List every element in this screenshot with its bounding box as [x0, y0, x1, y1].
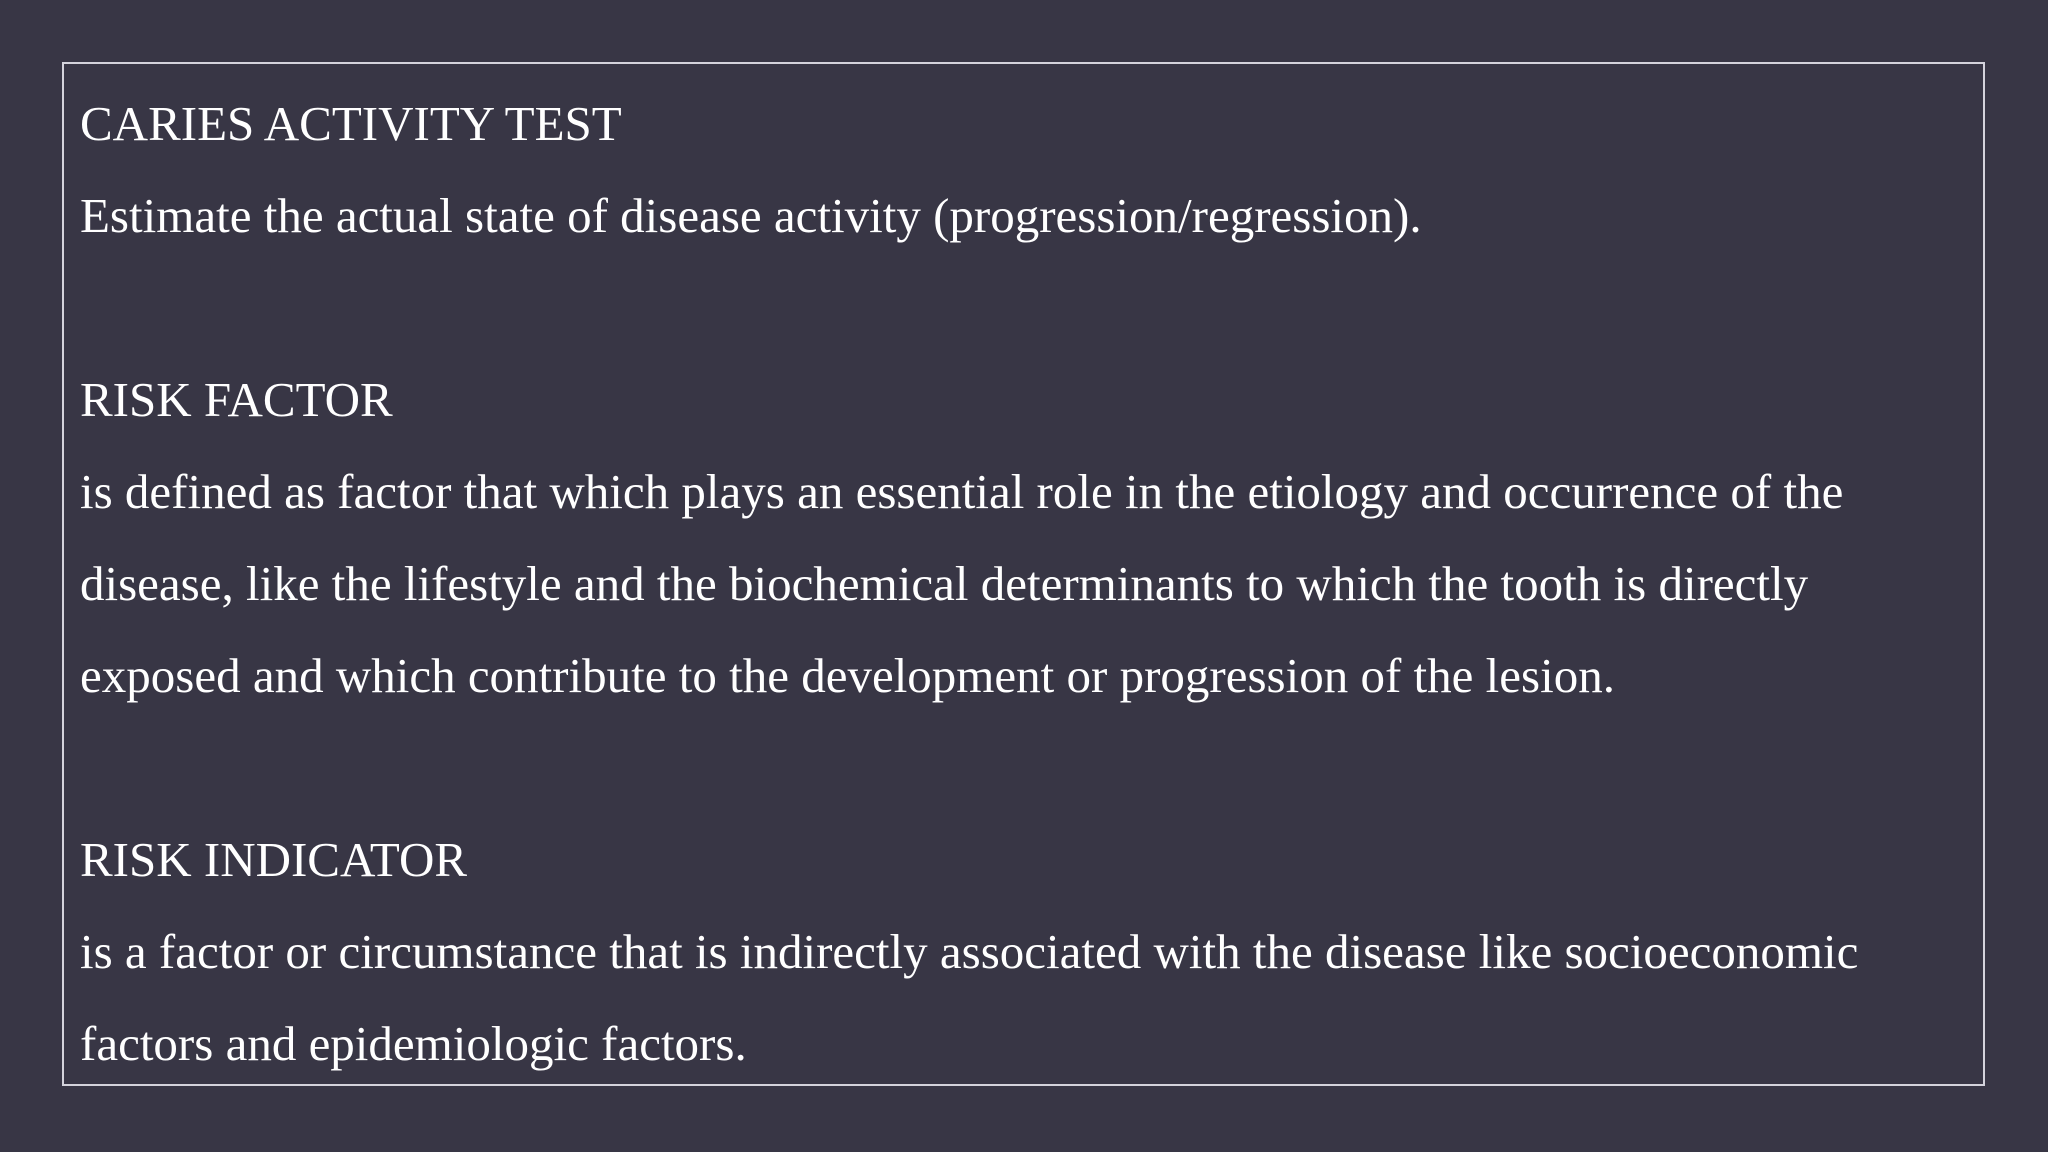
risk-factor-definition-line-3: exposed and which contribute to the development or progression of the lesion. [80, 648, 1615, 703]
risk-factor-definition-line-1: is defined as factor that which plays an essential role in the etiology and occurrence of the [80, 464, 1844, 519]
risk-indicator-definition-line-1: is a factor or circumstance that is indirectly associated with the disease like socioeconomic [80, 924, 1859, 979]
risk-indicator-heading: RISK INDICATOR [80, 832, 468, 887]
caries-activity-test-heading: CARIES ACTIVITY TEST [80, 96, 622, 151]
risk-factor-heading: RISK FACTOR [80, 372, 393, 427]
risk-factor-definition-line-2: disease, like the lifestyle and the biochemical determinants to which the tooth is directly [80, 556, 1809, 611]
caries-activity-test-definition: Estimate the actual state of disease activity (progression/regression). [80, 188, 1422, 243]
risk-indicator-definition-line-2: factors and epidemiologic factors. [80, 1016, 747, 1071]
